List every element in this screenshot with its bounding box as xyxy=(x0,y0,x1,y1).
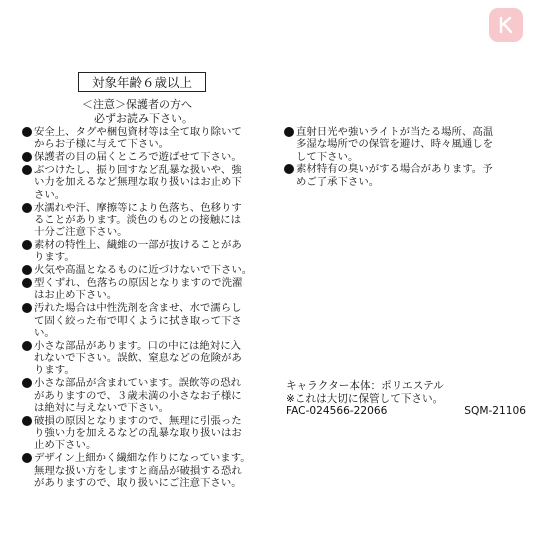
product-code-right: SQM-21106 xyxy=(464,405,526,418)
caution-item xyxy=(22,340,268,377)
bullet-icon xyxy=(284,164,294,174)
caution-item xyxy=(22,202,268,239)
caution-item-text: 水濡れや汗、摩擦等により色落ち、色移りす ることがあります。淡色のものとの接触には 十分ご注意下さい。 xyxy=(34,201,242,239)
caution-item xyxy=(22,415,268,452)
caution-notice-line2: 必ずお読み下さい。 xyxy=(94,112,193,125)
bullet-icon xyxy=(22,453,32,463)
storage-note: ※これは大切に保管して下さい。 xyxy=(286,392,444,405)
caution-item-text: 直射日光や強いライトが当たる場所、高温 多湿な場所での保管を避け、時々風通しを して下さい。 xyxy=(296,126,494,163)
caution-item-text: 安全上、タグや梱包資材等は全て取り除いて からお子様に与えて下さい。 xyxy=(34,126,242,151)
product-codes xyxy=(286,405,526,418)
bullet-icon xyxy=(22,278,32,288)
caution-list-right xyxy=(284,126,520,189)
caution-item xyxy=(22,126,268,151)
bullet-icon xyxy=(22,303,32,313)
caution-item-text: 小さな部品が含まれています。誤飲等の恐れ がありますので、３歳未満の小さなお子様に は絶対に与えないで下さい。 xyxy=(34,377,242,414)
caution-item xyxy=(22,302,268,339)
material-label: キャラクター本体：ポリエステル xyxy=(286,380,444,392)
caution-item-text: 素材特有の臭いがする場合があります。予 めご了承下さい。 xyxy=(296,163,493,188)
bullet-icon xyxy=(22,265,32,275)
brand-logo[interactable] xyxy=(489,8,523,42)
caution-notice-line1: ＜注意＞保護者の方へ xyxy=(82,98,192,111)
caution-item-text: 小さな部品があります。口の中には絶対に入 れないで下さい。誤飲、窒息などの危険があ ります。 xyxy=(34,339,242,377)
caution-notice xyxy=(82,98,193,126)
caution-item-text: 破損の原因となりますので、無理に引張った り強い力を加えるなどの乱暴な取り扱いはお 止め下さい。 xyxy=(34,414,242,452)
bullet-icon xyxy=(22,152,32,162)
bullet-icon xyxy=(22,341,32,351)
bullet-icon xyxy=(22,127,32,137)
caution-item xyxy=(22,264,268,276)
caution-list-left xyxy=(22,126,268,490)
caution-item xyxy=(22,377,268,414)
caution-item-text: 型くずれ、色落ちの原因となりますので洗濯 はお止め下さい。 xyxy=(34,277,243,302)
caution-item xyxy=(22,151,268,163)
caution-item xyxy=(284,126,520,163)
k-letter-icon xyxy=(497,16,515,34)
age-label: 対象年齢６歳以上 xyxy=(78,72,206,92)
product-footer xyxy=(286,380,526,418)
bullet-icon xyxy=(284,127,294,137)
caution-item-text: 素材の特性上、繊維の一部が抜けることがあ ります。 xyxy=(34,239,242,264)
caution-item xyxy=(22,164,268,201)
caution-item xyxy=(22,239,268,264)
product-code-left: FAC-024566-22066 xyxy=(286,405,388,418)
caution-item xyxy=(22,452,268,489)
caution-item xyxy=(22,277,268,302)
caution-item-text: ぶつけたし、振り回すなど乱暴な扱いや、強 い力を加えるなど無理な取り扱いはお止め下 さい。 xyxy=(34,164,242,201)
caution-item-text: 汚れた場合は中性洗剤を含ませ、水で濡らし て固く絞った布で叩くように拭き取って下さ い。 xyxy=(34,302,242,339)
caution-item-text: 保護者の目の届くところで遊ばせて下さい。 xyxy=(34,151,242,164)
bullet-icon xyxy=(22,203,32,213)
bullet-icon xyxy=(22,165,32,175)
bullet-icon xyxy=(22,240,32,250)
bullet-icon xyxy=(22,416,32,426)
bullet-icon xyxy=(22,378,32,388)
caution-item-text: 火気や高温となるものに近づけないで下さい。 xyxy=(34,264,253,277)
caution-item xyxy=(284,163,520,188)
caution-item-text: デザイン上細かく繊細な作りになっています。 無理な扱い方をしますと商品が破損する恐れ がありますので、取り扱いにご注意下さい。 xyxy=(34,452,251,489)
